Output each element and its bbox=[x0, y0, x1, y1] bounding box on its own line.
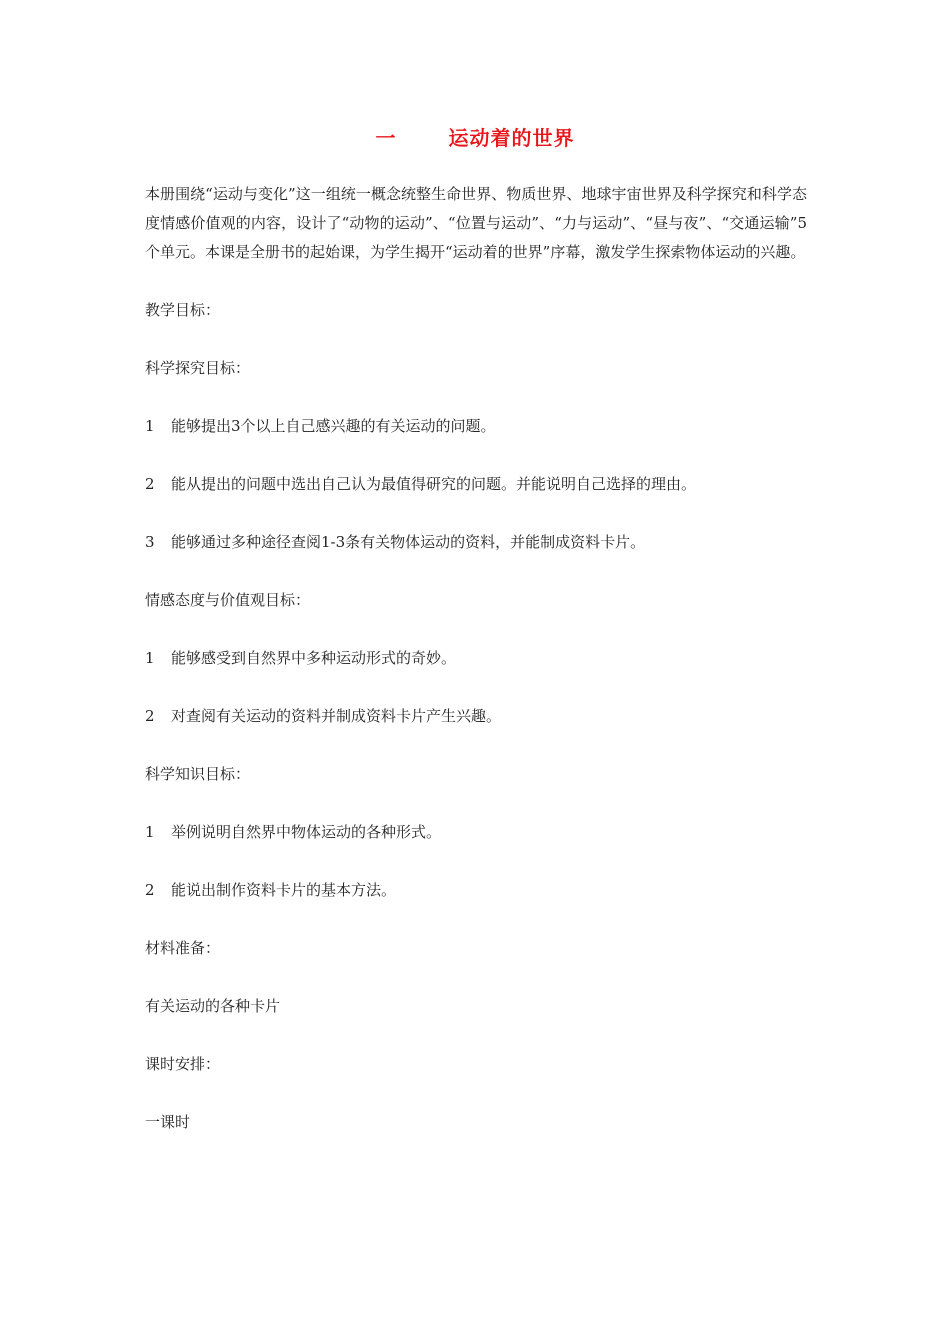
intro-paragraph: 本册围绕“运动与变化”这一组统一概念统整生命世界、物质世界、地球宇宙世界及科学探究和科学态度情感价值观的内容，设计了“动物的运动”、“位置与运动”、“力与运动”、“昼与夜”、“交通运输”5个单元。本课是全册书的起始课，为学生揭开“运动着的世界”序幕，激发学生探索物体运动的兴趣。 bbox=[145, 185, 807, 261]
list-item bbox=[145, 644, 807, 702]
materials-heading: 材料准备： bbox=[145, 939, 221, 957]
list-item-text: 能从提出的问题中选出自己认为最值得研究的问题。并能说明自己选择的理由。 bbox=[171, 475, 697, 493]
list-item-text: 能说出制作资料卡片的基本方法。 bbox=[171, 881, 397, 899]
materials-text: 有关运动的各种卡片 bbox=[145, 997, 281, 1015]
list-item-number: 2 bbox=[145, 707, 155, 725]
list-item-number: 2 bbox=[145, 475, 155, 493]
list-item-text: 能够感受到自然界中多种运动形式的奇妙。 bbox=[171, 649, 457, 667]
list-item bbox=[145, 876, 807, 934]
list-item-number: 1 bbox=[145, 649, 155, 667]
schedule-text: 一课时 bbox=[145, 1113, 191, 1131]
list-item bbox=[145, 528, 807, 586]
inquiry-goals-heading: 科学探究目标： bbox=[145, 359, 251, 377]
list-item-text: 对查阅有关运动的资料并制成资料卡片产生兴趣。 bbox=[171, 707, 502, 725]
teaching-goals-heading: 教学目标： bbox=[145, 301, 221, 319]
list-item bbox=[145, 470, 807, 528]
document-title bbox=[0, 122, 950, 151]
title-text: 运动着的世界 bbox=[448, 126, 575, 150]
list-item-text: 举例说明自然界中物体运动的各种形式。 bbox=[171, 823, 442, 841]
list-item-number: 2 bbox=[145, 881, 155, 899]
attitude-goals-heading: 情感态度与价值观目标： bbox=[145, 591, 311, 609]
list-item-number: 1 bbox=[145, 823, 155, 841]
list-item-number: 3 bbox=[145, 533, 155, 551]
list-item-text: 能够通过多种途径查阅1-3条有关物体运动的资料，并能制成资料卡片。 bbox=[171, 533, 646, 551]
knowledge-goals-heading: 科学知识目标： bbox=[145, 765, 251, 783]
title-number: 一 bbox=[375, 126, 397, 150]
document-body bbox=[145, 180, 807, 1166]
list-item bbox=[145, 702, 807, 760]
schedule-heading: 课时安排： bbox=[145, 1055, 221, 1073]
list-item-text: 能够提出3个以上自己感兴趣的有关运动的问题。 bbox=[171, 417, 496, 435]
list-item-number: 1 bbox=[145, 417, 155, 435]
list-item bbox=[145, 412, 807, 470]
list-item bbox=[145, 818, 807, 876]
